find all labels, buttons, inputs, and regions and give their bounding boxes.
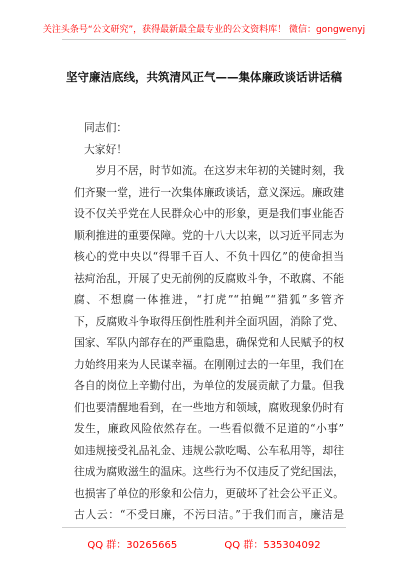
body-line: 祛疴治乱，开展了史无前例的反腐败斗争，不敢腐、不能 xyxy=(74,271,344,285)
greeting: 大家好！ xyxy=(84,142,128,156)
document-body xyxy=(74,117,344,526)
footer-qq-group-2: QQ 群：535304092 xyxy=(224,540,321,551)
body-line: 顺利推进的重要保障。党的十八大以来，以习近平同志为 xyxy=(74,228,344,242)
body-line: 下，反腐败斗争取得压倒性胜利并全面巩固，消除了党、 xyxy=(74,314,344,328)
body-line: 力始终用来为人民谋幸福。在刚刚过去的一年里，我们在 xyxy=(74,357,344,371)
body-line: 核心的党中央以“得罪千百人、不负十四亿”的使命担当 xyxy=(74,250,344,263)
body-line: 设不仅关乎党在人民群众心中的形象，更是我们事业能否 xyxy=(74,207,344,220)
body-line: 国家、军队内部存在的严重隐患，确保党和人民赋予的权 xyxy=(74,336,344,349)
header-banner: 关注头条号“公文研究”，获得最新最全最专业的公文资料库！ 微信：gongwenyj xyxy=(42,25,366,35)
body-line: 们也要清醒地看到，在一些地方和领域，腐败现象仍时有 xyxy=(74,400,344,414)
body-line: 发生，廉政风险依然存在。一些看似微不足道的“小事” xyxy=(74,422,344,435)
body-line: 各自的岗位上辛勤付出，为单位的发展贡献了力量。但我 xyxy=(74,379,344,392)
footer-contact xyxy=(0,536,408,551)
body-line: 腐、不想腐一体推进，“打虎”“拍蝇”“猎狐”多管齐 xyxy=(74,293,344,306)
body-line: 古人云：“不受曰廉，不污曰洁。”于我们而言，廉洁是 xyxy=(74,508,344,521)
body-line: 岁月不居，时节如流。在这岁末年初的关键时刻，我 xyxy=(74,164,344,177)
header-divider xyxy=(62,39,346,40)
body-line: 们齐聚一堂，进行一次集体廉政谈话，意义深远。廉政建 xyxy=(74,185,344,199)
document-title: 坚守廉洁底线，共筑清风正气——集体廉政谈话讲话稿 xyxy=(66,70,342,84)
salutation: 同志们： xyxy=(84,121,128,134)
footer-qq-group-1: QQ 群：30265665 xyxy=(87,540,178,551)
body-line: 也损害了单位的形象和公信力，更破坏了社会公平正义。 xyxy=(74,486,344,500)
body-line: 往成为腐败滋生的温床。这些行为不仅违反了党纪国法， xyxy=(74,465,344,478)
footer-divider xyxy=(62,527,346,528)
body-line: 如违规接受礼品礼金、违规公款吃喝、公车私用等，却往 xyxy=(74,443,344,457)
